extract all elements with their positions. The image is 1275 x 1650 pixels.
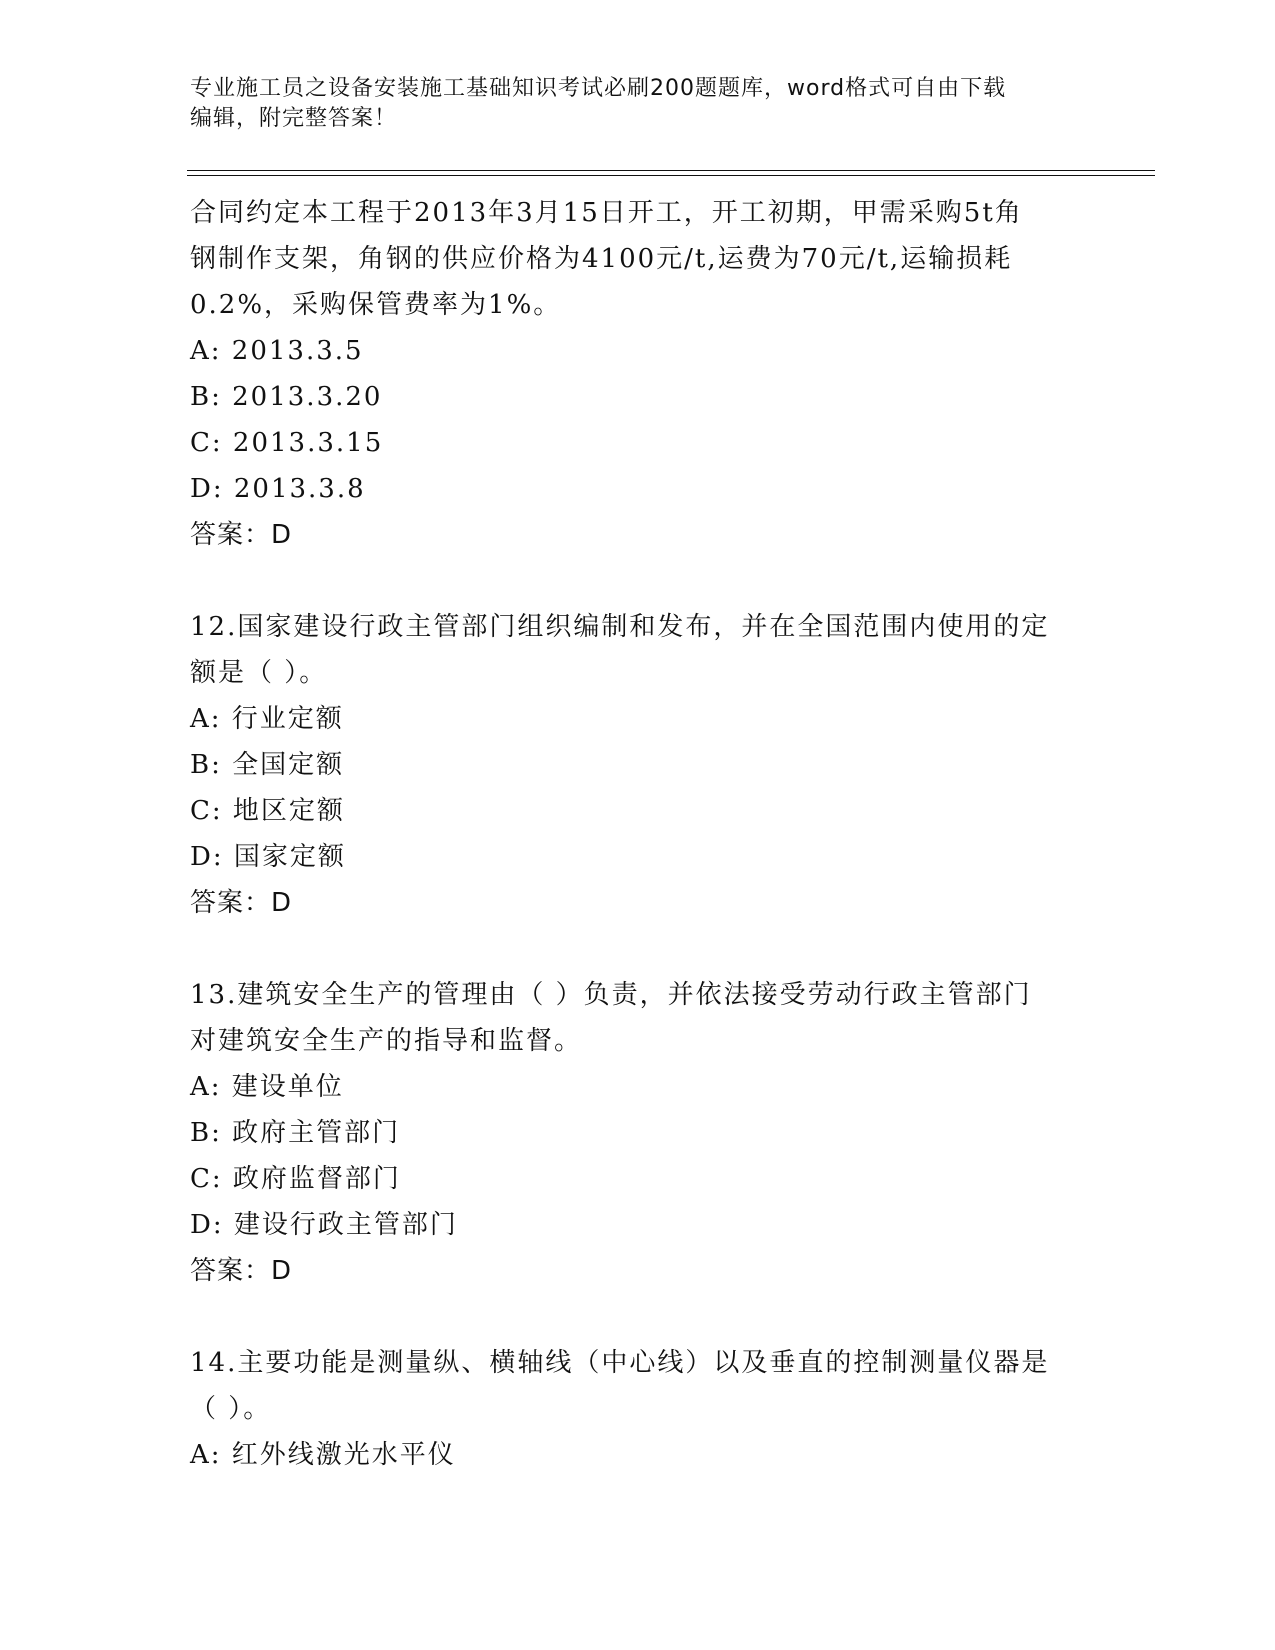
question-stem-line: 钢制作支架，角钢的供应价格为4100元/t,运费为70元/t,运输损耗 (190, 244, 1013, 274)
option-a: A: 红外线激光水平仪 (190, 1440, 456, 1470)
question-spacer (190, 558, 1090, 604)
question-block-14 (190, 1340, 1090, 1478)
question-stem-line: （ ）。 (190, 1394, 272, 1424)
option-c: C: 地区定额 (190, 796, 345, 826)
question-block-13 (190, 972, 1090, 1294)
question-stem-line: 额是（ ）。 (190, 658, 328, 688)
question-stem-line: 12.国家建设行政主管部门组织编制和发布，并在全国范围内使用的定 (190, 612, 1050, 642)
option-c: C: 政府监督部门 (190, 1164, 401, 1194)
question-spacer (190, 926, 1090, 972)
option-b: B: 政府主管部门 (190, 1118, 401, 1148)
header-title-line-1: 专业施工员之设备安装施工基础知识考试必刷200题题库，word格式可自由下载 (190, 76, 1007, 101)
question-stem-line: 0.2%，采购保管费率为1%。 (190, 290, 562, 320)
question-stem-line: 13.建筑安全生产的管理由（ ）负责，并依法接受劳动行政主管部门 (190, 980, 1032, 1010)
answer-line: 答案：D (190, 520, 293, 550)
option-c: C: 2013.3.15 (190, 428, 384, 458)
header-divider-top (187, 170, 1155, 171)
option-b: B: 2013.3.20 (190, 382, 383, 412)
answer-line: 答案：D (190, 888, 293, 918)
option-b: B: 全国定额 (190, 750, 345, 780)
document-header (190, 74, 1090, 134)
question-block-11 (190, 190, 1090, 558)
header-divider-bottom (187, 175, 1155, 176)
question-spacer (190, 1294, 1090, 1340)
option-a: A: 2013.3.5 (190, 336, 364, 366)
question-stem-line: 合同约定本工程于2013年3月15日开工，开工初期，甲需采购5t角 (190, 198, 1023, 228)
answer-line: 答案：D (190, 1256, 293, 1286)
option-a: A: 行业定额 (190, 704, 344, 734)
header-title-line-2: 编辑，附完整答案！ (190, 106, 398, 131)
option-d: D: 2013.3.8 (190, 474, 366, 504)
question-stem-line: 14.主要功能是测量纵、横轴线（中心线）以及垂直的控制测量仪器是 (190, 1348, 1050, 1378)
option-d: D: 国家定额 (190, 842, 346, 872)
option-d: D: 建设行政主管部门 (190, 1210, 458, 1240)
question-list (190, 190, 1090, 1478)
question-block-12 (190, 604, 1090, 926)
question-stem-line: 对建筑安全生产的指导和监督。 (190, 1026, 583, 1056)
option-a: A: 建设单位 (190, 1072, 344, 1102)
